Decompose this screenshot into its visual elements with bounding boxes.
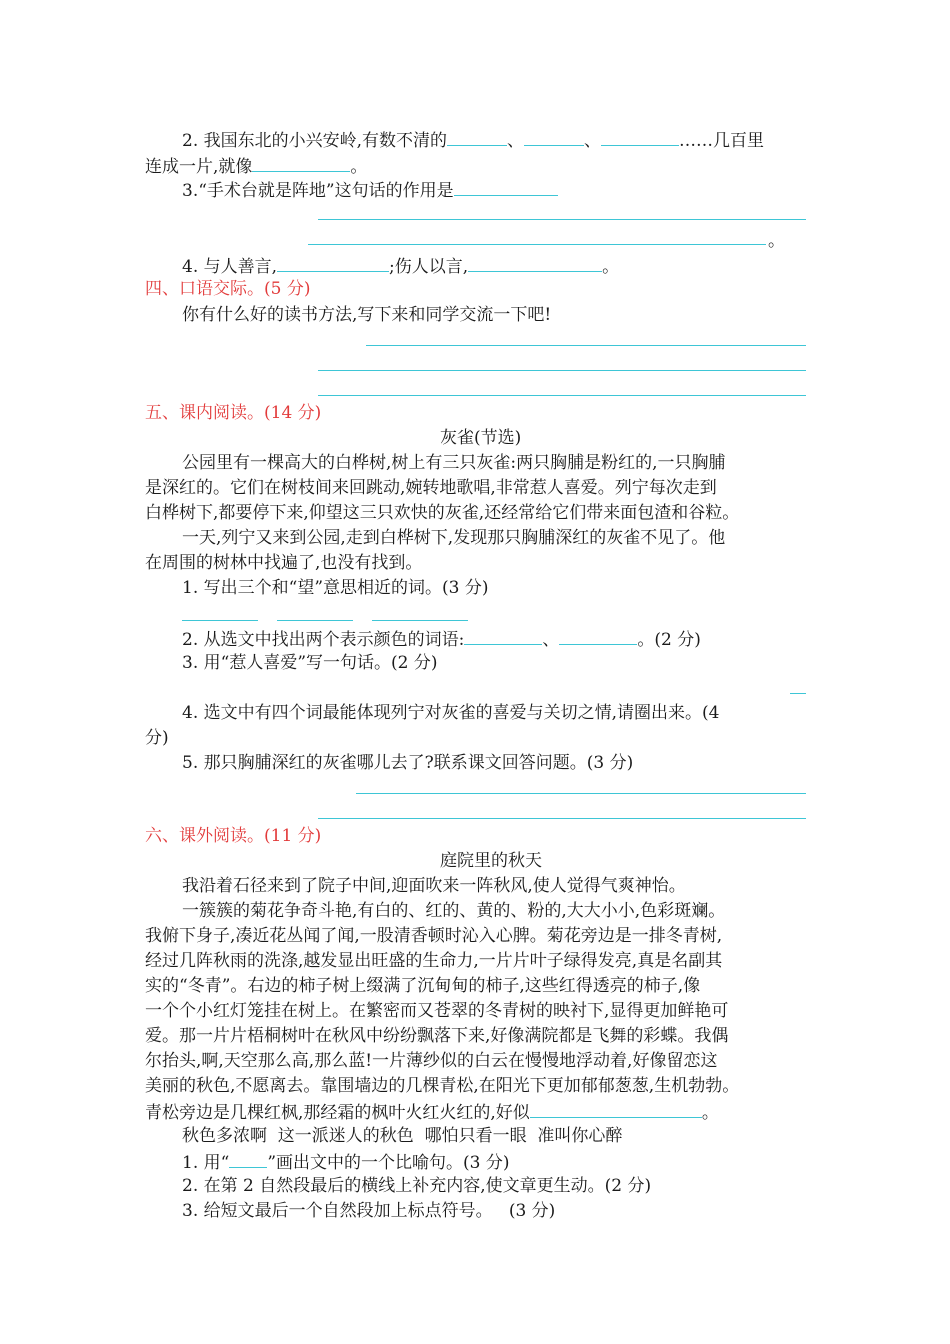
s5-q2-blank-1[interactable] (464, 626, 542, 645)
s3-q2-blank-2[interactable] (524, 127, 584, 146)
s6-p2-line8: 美丽的秋色,不愿离去。靠围墙边的几棵青松,在阳光下更加郁郁葱葱,生机勃勃。 (145, 1076, 740, 1096)
s6-q3: 3. 给短文最后一个自然段加上标点符号。 (3 分) (182, 1201, 556, 1221)
s5-p2-line1: 一天,列宁又来到公园,走到白桦树下,发现那只胸脯深红的灰雀不见了。他 (182, 528, 726, 548)
s3-q3-answer-line-2[interactable] (308, 244, 766, 245)
section-6-title: 庭院里的秋天 (440, 851, 542, 871)
s5-q3-answer-line[interactable] (790, 693, 806, 694)
section-5-title: 灰雀(节选) (440, 428, 522, 448)
s6-p2-line6: 爱。那一片片梧桐树叶在秋风中纷纷飘落下来,好像满院都是飞舞的彩蝶。我偶 (145, 1026, 729, 1046)
s6-q1: 1. 用“ ”画出文中的一个比喻句。(3 分) (182, 1149, 510, 1175)
s3-q3-answer-line-1[interactable] (318, 219, 806, 220)
s5-q1: 1. 写出三个和“望”意思相近的词。(3 分) (182, 578, 489, 598)
s5-p1-line3: 白桦树下,都要停下来,仰望这三只欢快的灰雀,还经常给它们带来面包渣和谷粒。 (145, 503, 740, 523)
s4-answer-line-3[interactable] (318, 395, 806, 396)
s5-q5: 5. 那只胸脯深红的灰雀哪儿去了?联系课文回答问题。(3 分) (182, 753, 634, 773)
s5-q1-blank-3[interactable] (372, 620, 468, 621)
s5-q1-blank-1[interactable] (182, 620, 258, 621)
s3-q2-blank-1[interactable] (447, 127, 507, 146)
s3-q2-line1: 2. 我国东北的小兴安岭,有数不清的 、 、 ……几百里 (182, 127, 764, 153)
s3-q3-end: 。 (768, 231, 785, 251)
s6-p2-blank[interactable] (530, 1099, 702, 1118)
s3-q4-blank-2[interactable] (468, 253, 602, 272)
s6-p2-line2: 我俯下身子,凑近花丛闻了闻,一股清香顿时沁入心脾。菊花旁边是一排冬青树, (145, 926, 723, 946)
s5-p1-line1: 公园里有一棵高大的白桦树,树上有三只灰雀:两只胸脯是粉红的,一只胸脯 (182, 453, 726, 473)
s5-p1-line2: 是深红的。它们在树枝间来回跳动,婉转地歌唱,非常惹人喜爱。列宁每次走到 (145, 478, 717, 498)
s6-p2-line3: 经过几阵秋雨的洗涤,越发显出旺盛的生命力,一片片叶子绿得发亮,真是名副其 (145, 951, 723, 971)
s6-p2-line5: 一个个小红灯笼挂在树上。在繁密而又苍翠的冬青树的映衬下,显得更加鲜艳可 (145, 1001, 729, 1021)
section-5-heading: 五、课内阅读。(14 分) (145, 403, 322, 423)
s4-answer-line-1[interactable] (366, 345, 806, 346)
s6-p1: 我沿着石径来到了院子中间,迎面吹来一阵秋风,使人觉得气爽神怡。 (182, 876, 686, 896)
s5-q3: 3. 用“惹人喜爱”写一句话。(2 分) (182, 653, 438, 673)
s6-p2-line9: 青松旁边是几棵红枫,那经霜的枫叶火红火红的,好似 。 (145, 1099, 719, 1125)
s5-q2: 2. 从选文中找出两个表示颜色的词语: 、 。(2 分) (182, 626, 701, 652)
s5-q5-answer-line-2[interactable] (318, 818, 806, 819)
s3-q2-blank-3[interactable] (601, 127, 679, 146)
s6-p2-line4: 实的“冬青”。右边的柿子树上缀满了沉甸甸的柿子,这些红得透亮的柿子,像 (145, 976, 701, 996)
s3-q3: 3.“手术台就是阵地”这句话的作用是 (182, 177, 558, 203)
s6-q1-blank[interactable] (229, 1149, 267, 1168)
section-4-prompt: 你有什么好的读书方法,写下来和同学交流一下吧! (182, 305, 552, 325)
section-4-heading: 四、口语交际。(5 分) (145, 279, 311, 299)
s5-q2-blank-2[interactable] (559, 626, 637, 645)
s6-q2: 2. 在第 2 自然段最后的横线上补充内容,使文章更生动。(2 分) (182, 1176, 652, 1196)
section-6-heading: 六、课外阅读。(11 分) (145, 826, 322, 846)
s5-q4-line2: 分) (145, 728, 169, 748)
s6-p2-line7: 尔抬头,啊,天空那么高,那么蓝!一片薄纱似的白云在慢慢地浮动着,好像留恋这 (145, 1051, 718, 1071)
s3-q4: 4. 与人善言, ;伤人以言, 。 (182, 253, 619, 279)
s5-q4-line1: 4. 选文中有四个词最能体现列宁对灰雀的喜爱与关切之情,请圈出来。(4 (182, 703, 720, 723)
s5-q5-answer-line-1[interactable] (356, 793, 806, 794)
s5-p2-line2: 在周围的树林中找遍了,也没有找到。 (145, 553, 423, 573)
s3-q3-blank-1[interactable] (454, 177, 558, 196)
s3-q2-line2: 连成一片,就像 。 (145, 153, 367, 179)
s6-p3: 秋色多浓啊 这一派迷人的秋色 哪怕只看一眼 准叫你心醉 (182, 1126, 623, 1146)
s4-answer-line-2[interactable] (318, 370, 806, 371)
s6-p2-line1: 一簇簇的菊花争奇斗艳,有白的、红的、黄的、粉的,大大小小,色彩斑斓。 (182, 901, 726, 921)
s3-q4-blank-1[interactable] (277, 253, 389, 272)
s3-q2-blank-4[interactable] (252, 153, 350, 172)
s5-q1-blank-2[interactable] (277, 620, 353, 621)
